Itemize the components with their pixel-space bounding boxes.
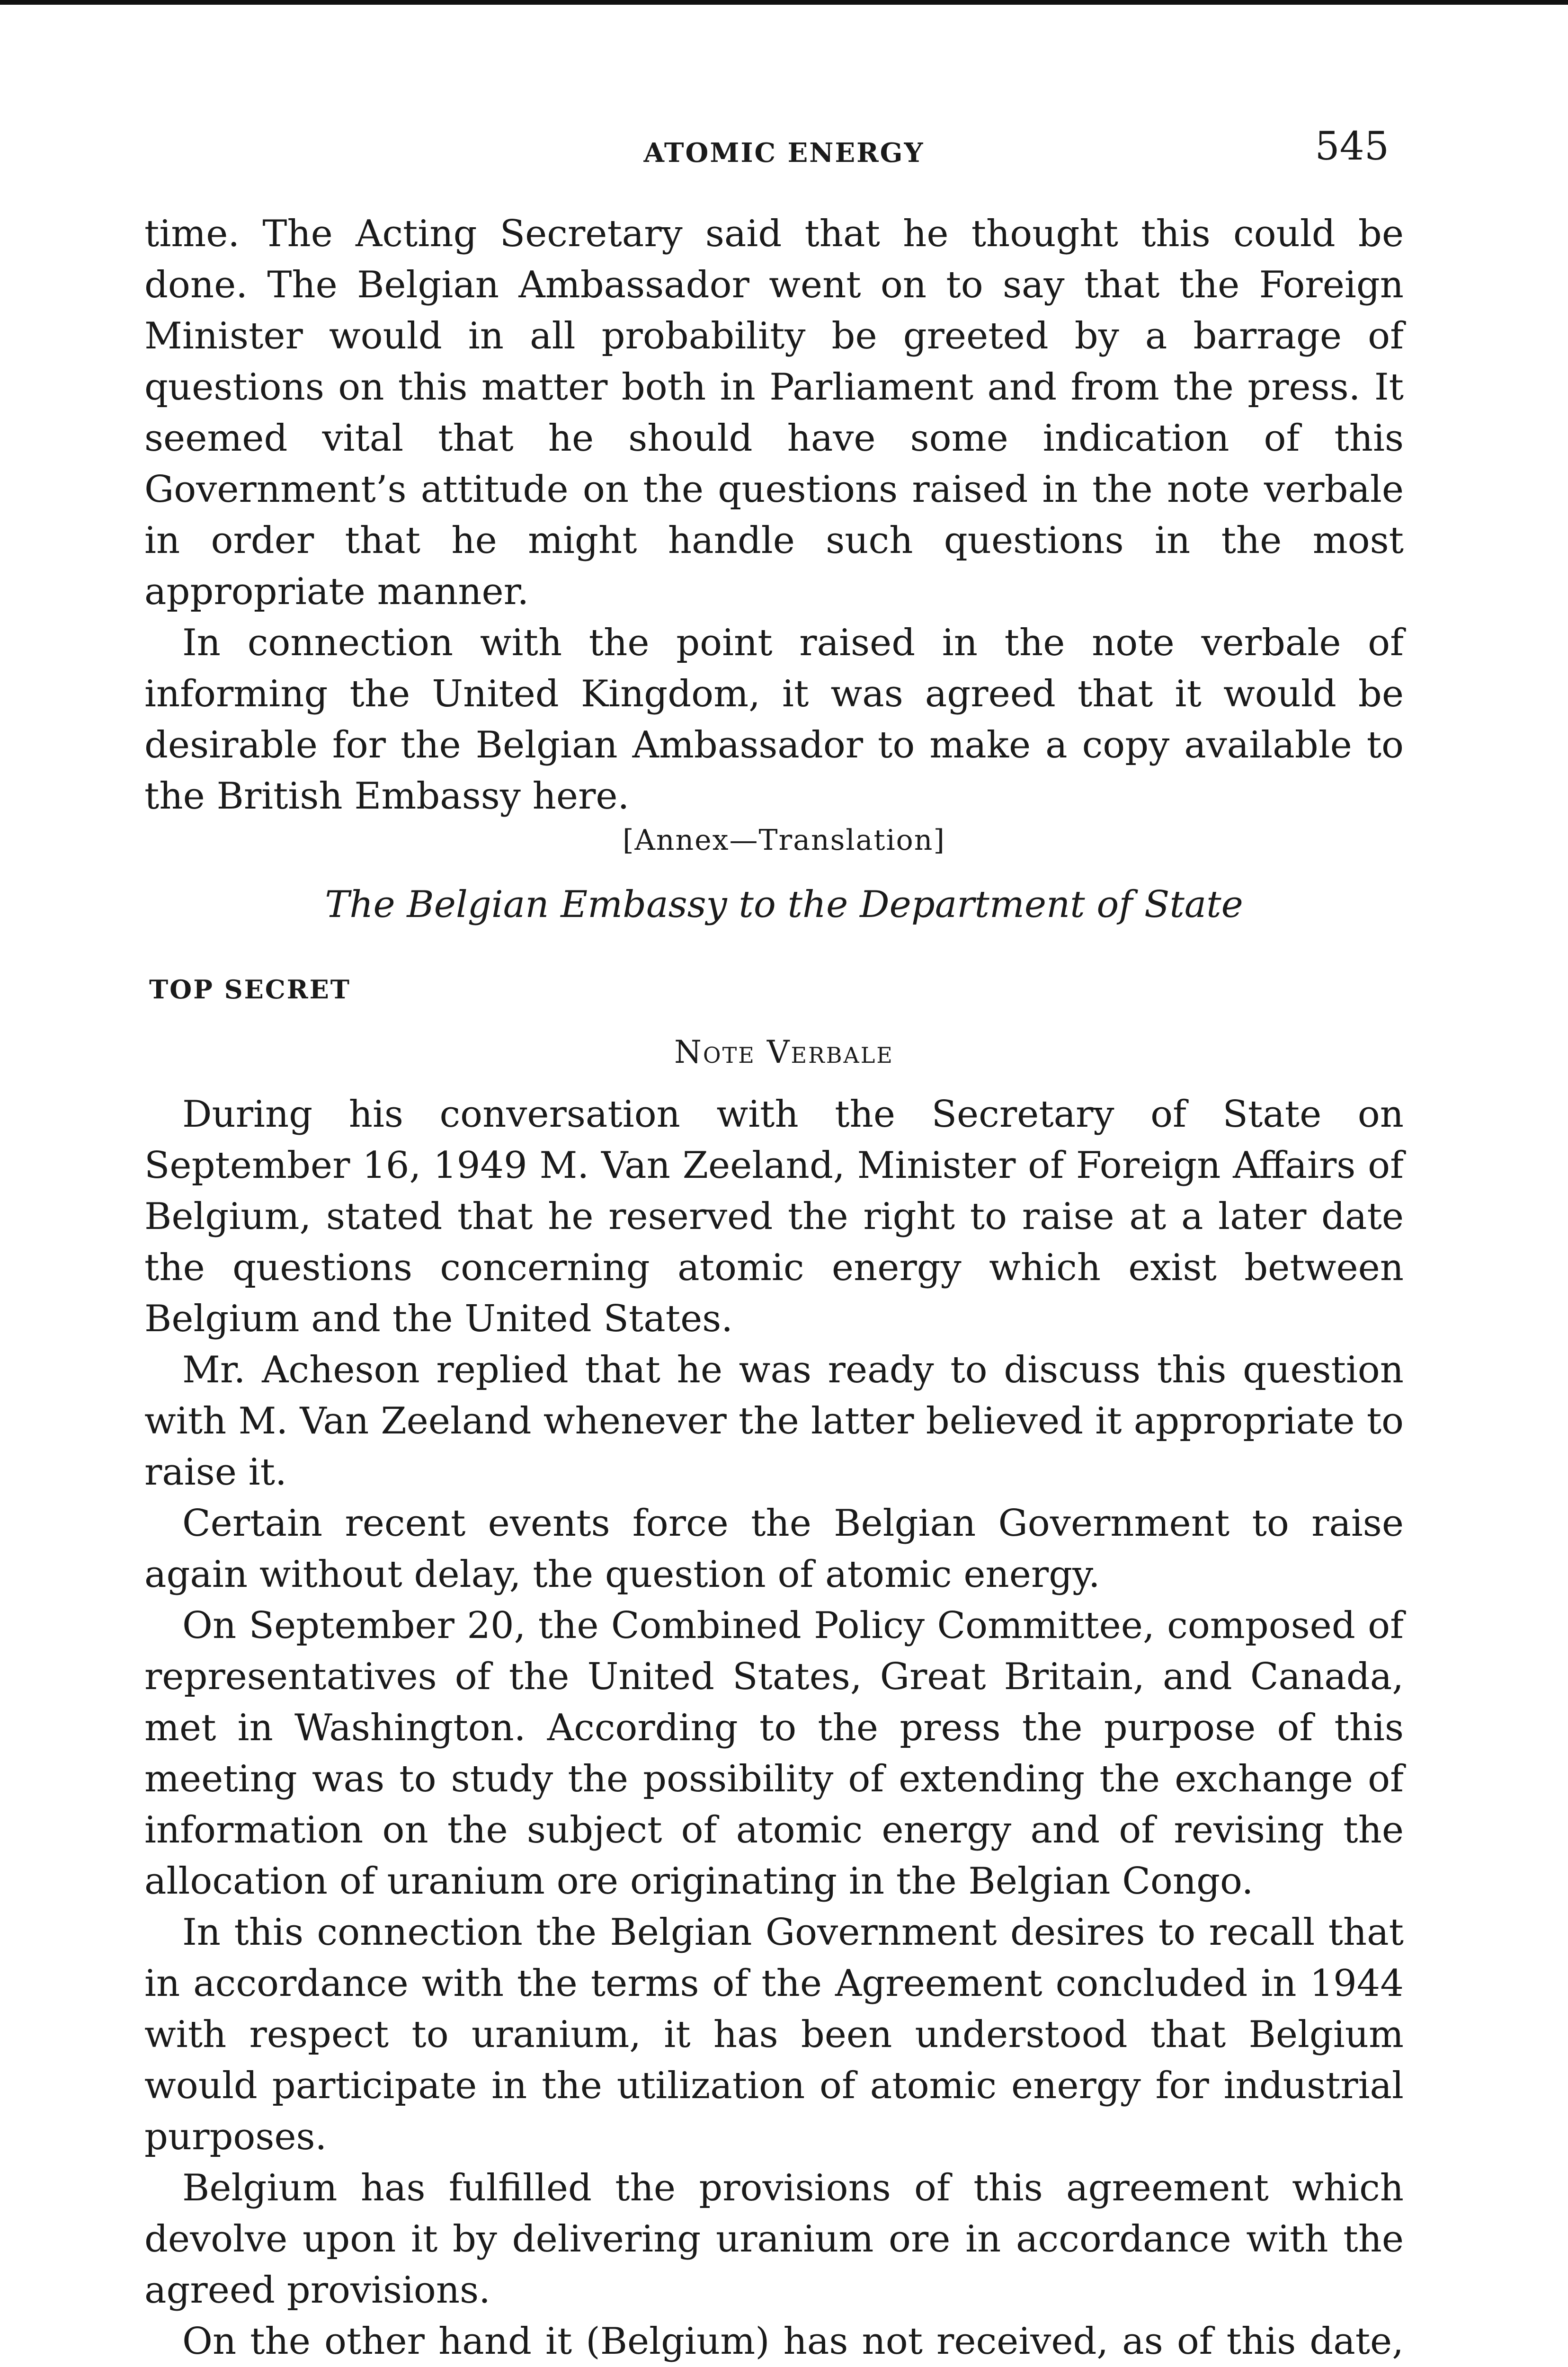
- opening-paragraph: time. The Acting Secretary said that he thought this could be done. The Belgian Ambassador went on to say that the Foreign Minister would in all probability be greeted by a barrage of questions on this matter both in Parliament and from the press. It seemed vital that he should have some indication of this Government’s attitude on the questions raised in the note verbale in order that he might handle such questions in the most appropriate manner.: [144, 213, 1404, 613]
- opening-text: [144, 208, 1404, 822]
- running-title: ATOMIC ENERGY: [643, 137, 925, 169]
- note-paragraph: On September 20, the Combined Policy Committee, composed of representatives of the United States, Great Britain, and Canada, met in Washington. According to the press the purpose of this meeting was to study the possibility of extending the exchange of information on the subject of atomic energy and of revising the allocation of uranium ore originating in the Belgian Congo.: [144, 1604, 1404, 1903]
- note-paragraph: Certain recent events force the Belgian Government to raise again without delay, the question of atomic energy.: [144, 1502, 1404, 1596]
- classification-label: TOP SECRET: [149, 974, 351, 1005]
- note-paragraph: In this connection the Belgian Government desires to recall that in accordance with the terms of the Agreement concluded in 1944 with respect to uranium, it has been understood that Belgium would participate in the utilization of atomic energy for industrial purposes.: [144, 1911, 1404, 2158]
- top-edge-border: [0, 0, 1568, 5]
- note-verbale-body: [144, 1089, 1404, 2367]
- note-paragraph: During his conversation with the Secretary of State on September 16, 1949 M. Van Zeeland, Minister of Foreign Affairs of Belgium, stated that he reserved the right to raise at a later date the questions concerning atomic energy which exist between Belgium and the United States.: [144, 1093, 1404, 1340]
- annex-title: The Belgian Embassy to the Department of State: [325, 883, 1243, 926]
- page-number: 545: [1315, 124, 1389, 169]
- note-paragraph: Belgium has fulfilled the provisions of this agreement which devolve upon it by delivering uranium ore in accordance with the agreed provisions.: [144, 2167, 1404, 2312]
- note-paragraph: On the other hand it (Belgium) has not received, as of this date,: [182, 2320, 1404, 2363]
- annex-label: [Annex—Translation]: [623, 824, 945, 857]
- note-verbale-heading: Note Verbale: [674, 1034, 894, 1070]
- opening-paragraph: In connection with the point raised in the note verbale of informing the United Kingdom, it was agreed that it would be desirable for the Belgian Ambassador to make a copy available to the British Embassy here.: [144, 622, 1404, 818]
- note-paragraph: Mr. Acheson replied that he was ready to discuss this question with M. Van Zeeland whenever the latter believed it appropriate to raise it.: [144, 1349, 1404, 1494]
